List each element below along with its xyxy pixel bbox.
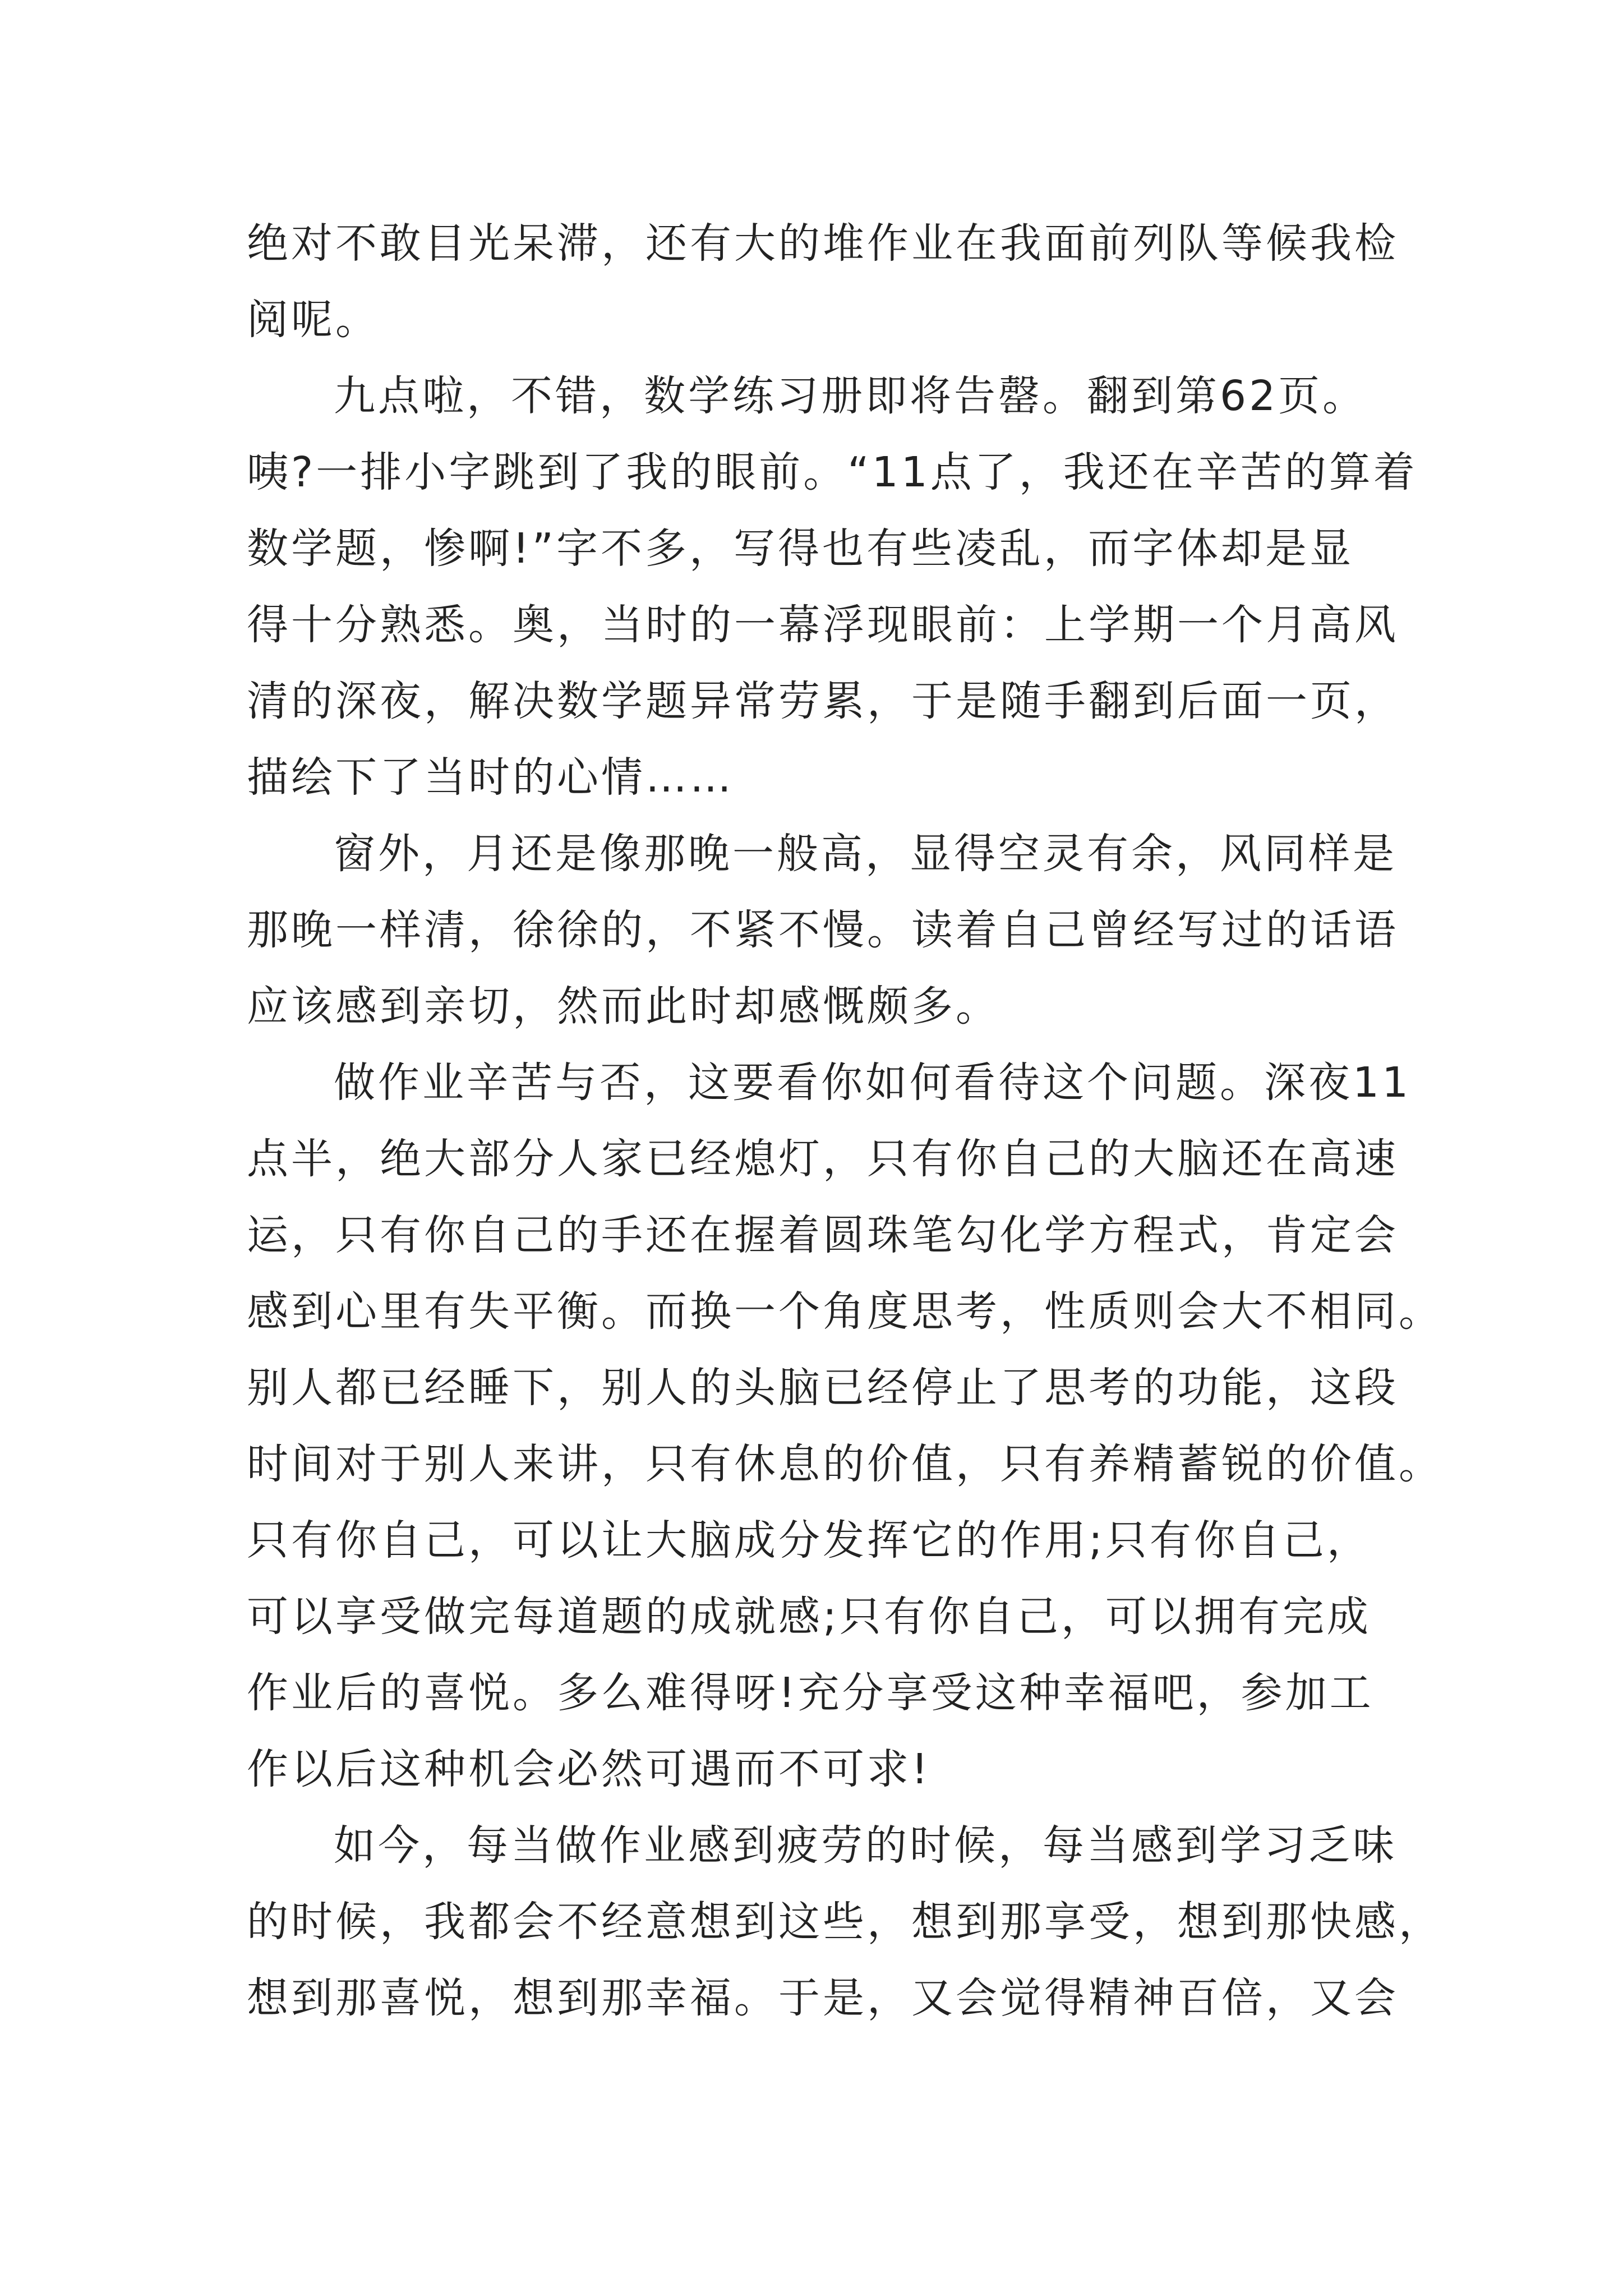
paragraph-first-line: 九点啦，不错，数学练习册即将告罄。翻到第62页。 bbox=[334, 372, 1367, 420]
text-line: 绝对不敢目光呆滞，还有大的堆作业在我面前列队等候我检 bbox=[247, 219, 1399, 268]
text-line: 作以后这种机会必然可遇而不可求! bbox=[247, 1745, 931, 1793]
text-line: 别人都已经睡下，别人的头脑已经停止了思考的功能，这段 bbox=[247, 1364, 1399, 1412]
text-line: 咦?一排小字跳到了我的眼前。“11点了，我还在辛苦的算着 bbox=[247, 448, 1418, 496]
paragraph-first-line: 如今，每当做作业感到疲劳的时候，每当感到学习乏味 bbox=[334, 1821, 1397, 1870]
text-line: 那晚一样清，徐徐的，不紧不慢。读着自己曾经写过的话语 bbox=[247, 906, 1399, 954]
text-line: 点半，绝大部分人家已经熄灯，只有你自己的大脑还在高速 bbox=[247, 1135, 1399, 1183]
text-line: 感到心里有失平衡。而换一个角度思考，性质则会大不相同。 bbox=[247, 1287, 1443, 1336]
text-line: 得十分熟悉。奥，当时的一幕浮现眼前：上学期一个月高风 bbox=[247, 601, 1399, 649]
text-line: 只有你自己，可以让大脑成分发挥它的作用;只有你自己， bbox=[247, 1516, 1371, 1565]
text-line: 数学题，惨啊!”字不多，写得也有些凌乱，而字体却是显 bbox=[247, 524, 1354, 573]
paragraph-first-line: 窗外，月还是像那晚一般高，显得空灵有余，风同样是 bbox=[334, 830, 1397, 878]
text-line: 想到那喜悦，想到那幸福。于是，又会觉得精神百倍，又会 bbox=[247, 1974, 1399, 2022]
paragraph-first-line: 做作业辛苦与否，这要看你如何看待这个问题。深夜11 bbox=[334, 1059, 1412, 1107]
text-line: 清的深夜，解决数学题异常劳累，于是随手翻到后面一页， bbox=[247, 677, 1399, 725]
text-line: 的时候，我都会不经意想到这些，想到那享受，想到那快感， bbox=[247, 1898, 1443, 1946]
text-line: 运，只有你自己的手还在握着圆珠笔勾化学方程式，肯定会 bbox=[247, 1211, 1399, 1259]
text-line: 作业后的喜悦。多么难得呀!充分享受这种幸福吧，参加工 bbox=[247, 1669, 1374, 1717]
text-line: 描绘下了当时的心情…… bbox=[247, 753, 734, 802]
text-line: 可以享受做完每道题的成就感;只有你自己，可以拥有完成 bbox=[247, 1593, 1371, 1641]
text-line: 应该感到亲切，然而此时却感慨颇多。 bbox=[247, 982, 1000, 1030]
text-line: 阅呢。 bbox=[247, 296, 380, 344]
text-line: 时间对于别人来讲，只有休息的价值，只有养精蓄锐的价值。 bbox=[247, 1440, 1443, 1488]
